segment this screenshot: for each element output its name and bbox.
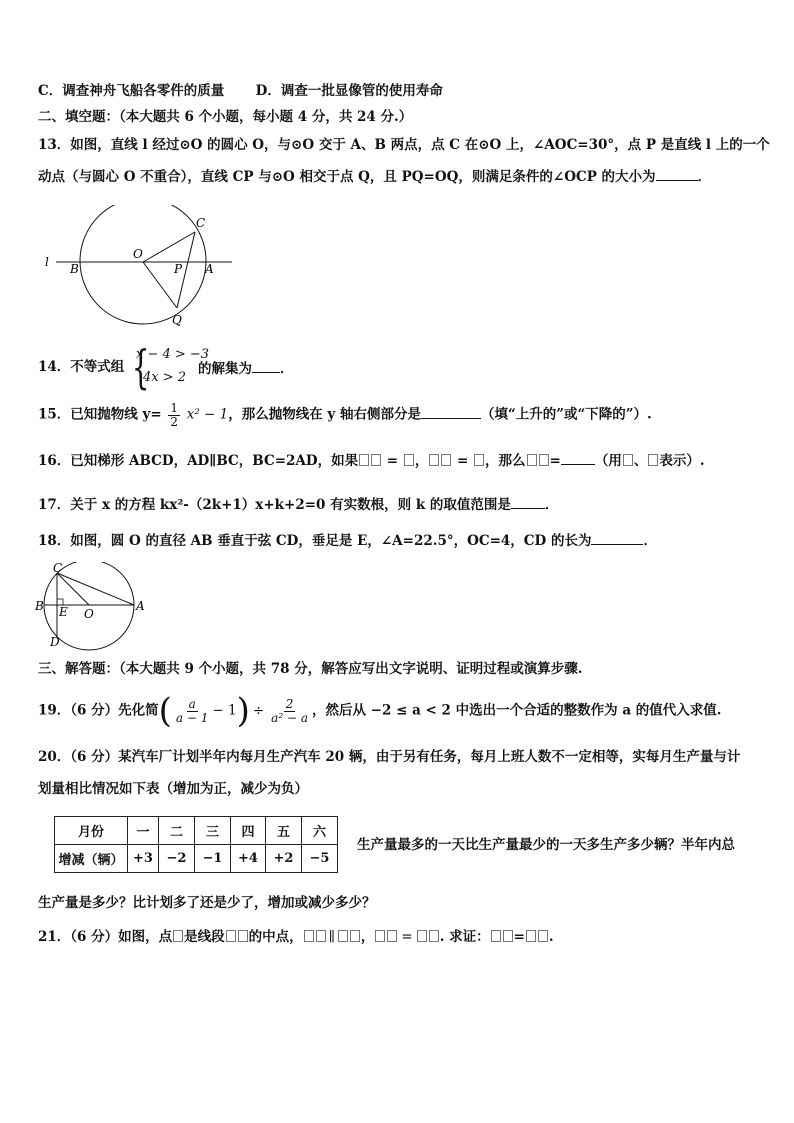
vector-placeholder-icon (623, 454, 633, 466)
table-cell: −2 (159, 845, 195, 873)
q20-table (54, 816, 338, 873)
table-cell: +2 (266, 845, 302, 873)
q13-line1: 13．如图，直线 l 经过⊙O 的圆心 O，与⊙O 交于 A、B 两点，点 C 在⊙O 上，∠AOC=30°，点 P 是直线 l 上的一个 (38, 137, 770, 153)
symbol-placeholder-icon (375, 930, 385, 942)
vector-placeholder-icon (539, 454, 549, 466)
table-cell: −5 (302, 845, 338, 873)
vector-placeholder-icon (359, 454, 369, 466)
symbol-placeholder-icon (350, 930, 360, 942)
q13-figure (40, 205, 250, 330)
symbol-placeholder-icon (238, 930, 248, 942)
q13-label-q: Q (172, 313, 182, 327)
q14-row2: 4x > 2 (143, 370, 187, 385)
symbol-placeholder-icon (526, 930, 536, 942)
q19: 19．（6 分）先化简( $\frac{a}{a - 1}$ − 1) ÷ $\frac{2}{\text{a² − a}}$ ，然后从 −2 ≤ a < 2 中选出一个合适的整数作为 a 的值代入求值. (38, 691, 722, 731)
q13-label-c: C (196, 216, 206, 230)
symbol-placeholder-icon (503, 930, 513, 942)
q14-brace: { (131, 340, 150, 394)
q16-answer-blank (561, 452, 595, 465)
q12-option-d: D．调查一批显像管的使用寿命 (255, 83, 443, 99)
vector-placeholder-icon (404, 454, 414, 466)
q13-label-o: O (133, 247, 143, 261)
q18-label-d: D (50, 635, 60, 649)
q12-option-c: C．调查神舟飞船各零件的质量 (38, 83, 225, 99)
symbol-placeholder-icon (417, 930, 427, 942)
q18-label-o: O (84, 607, 94, 621)
section2-title: 二、填空题：（本大题共 6 个小题，每小题 4 分，共 24 分.） (38, 109, 413, 125)
symbol-placeholder-icon (226, 930, 236, 942)
q13-line2: 动点（与圆心 O 不重合），直线 CP 与⊙O 相交于点 Q，且 PQ=OQ，则满足条件的∠OCP 的大小为 ． (38, 169, 712, 185)
q15: 15．已知抛物线 y= $\frac{1}{2}$ x² − 1，那么抛物线在 y 轴右侧部分是 （填“上升的”或“下降的”）. (38, 401, 652, 429)
q19-fraction-1: $\frac{a}{a - 1}$ (175, 696, 209, 725)
table-row (55, 817, 338, 845)
q13-segment-oq (143, 262, 177, 308)
q13-label-p: P (174, 262, 183, 276)
q15-fraction: $\frac{1}{2}$ (170, 401, 178, 429)
table-cell: +3 (128, 845, 159, 873)
q20-side-text: 生产量最多的一天比生产量最少的一天多生产多少辆？半年内总 (357, 837, 735, 853)
q17: 17．关于 x 的方程 kx²-（2k+1）x+k+2=0 有实数根，则 k 的取值范围是 ． (38, 497, 559, 513)
vector-placeholder-icon (371, 454, 381, 466)
table-cell: −1 (195, 845, 231, 873)
vector-placeholder-icon (429, 454, 439, 466)
symbol-placeholder-icon (387, 930, 397, 942)
table-cell: +4 (231, 845, 266, 873)
q18-figure (34, 562, 154, 652)
table-header-cell: 二 (159, 817, 195, 845)
vector-placeholder-icon (527, 454, 537, 466)
symbol-placeholder-icon (429, 930, 439, 942)
table-header-cell: 五 (266, 817, 302, 845)
section3-title: 三、解答题：（本大题共 9 个小题，共 78 分，解答应写出文字说明、证明过程或演算步骤. (38, 661, 583, 677)
q17-answer-blank (511, 496, 545, 509)
vector-placeholder-icon (474, 454, 484, 466)
q13-segment-oc (143, 232, 195, 262)
symbol-placeholder-icon (304, 930, 314, 942)
table-header-cell: 月份 (55, 817, 128, 845)
q18-segment-ca (57, 573, 134, 605)
q13-answer-blank (656, 168, 698, 181)
q13-label-b: B (70, 262, 79, 276)
q18-label-e: E (59, 605, 68, 619)
q18-answer-blank (591, 532, 643, 545)
table-cell: 增减（辆） (55, 845, 128, 873)
q14-suffix: 的解集为 ． (198, 361, 294, 377)
q13-label-l: l (45, 255, 49, 269)
q15-expr: x² − 1 (186, 406, 229, 423)
q19-paren-right: ) (236, 691, 250, 731)
q18-label-b: B (35, 599, 44, 613)
vector-placeholder-icon (441, 454, 451, 466)
symbol-placeholder-icon (538, 930, 548, 942)
q18-label-a: A (136, 599, 145, 613)
table-header-cell: 六 (302, 817, 338, 845)
q20-line2: 划量相比情况如下表（增加为正，减少为负） (38, 781, 308, 797)
q19-fraction-2: $\frac{2}{\text{a² − a}}$ (271, 696, 308, 725)
symbol-placeholder-icon (338, 930, 348, 942)
table-header-cell: 三 (195, 817, 231, 845)
q21: 21．（6 分）如图，点 是线段 的中点， ∥ ， = . 求证： = . (38, 929, 554, 945)
q13-text: 动点（与圆心 O 不重合），直线 CP 与⊙O 相交于点 Q，且 PQ=OQ，则满足条件的∠OCP 的大小为 (38, 169, 656, 185)
q18-segment-co (57, 573, 89, 605)
symbol-placeholder-icon (491, 930, 501, 942)
table-header-cell: 四 (231, 817, 266, 845)
vector-placeholder-icon (648, 454, 658, 466)
q18-label-c: C (53, 562, 63, 575)
symbol-placeholder-icon (316, 930, 326, 942)
table-row (55, 845, 338, 873)
q14-row1: x − 4 > −3 (136, 347, 210, 362)
symbol-placeholder-icon (173, 930, 183, 942)
q14-prefix: 14．不等式组 (38, 359, 125, 375)
q18: 18．如图，圆 O 的直径 AB 垂直于弦 CD，垂足是 E，∠A=22.5°，OC=4，CD 的长为 ． (38, 533, 657, 549)
q14-answer-blank (252, 360, 280, 373)
q15-answer-blank (421, 406, 481, 419)
q12-options (38, 84, 443, 99)
q20-line3: 生产量是多少？比计划多了还是少了，增加或减少多少？ (38, 895, 376, 911)
q20-line1: 20．（6 分）某汽车厂计划半年内每月生产汽车 20 辆，由于另有任务，每月上班人数不一定相等，实每月生产量与计 (38, 749, 741, 765)
q13-label-a: A (205, 262, 214, 276)
q19-paren-left: ( (158, 691, 172, 731)
table-header-cell: 一 (128, 817, 159, 845)
q16: 16．已知梯形 ABCD，AD∥BC，BC=2AD，如果 = ， = ，那么 = （用 、 表示）. (38, 453, 705, 469)
